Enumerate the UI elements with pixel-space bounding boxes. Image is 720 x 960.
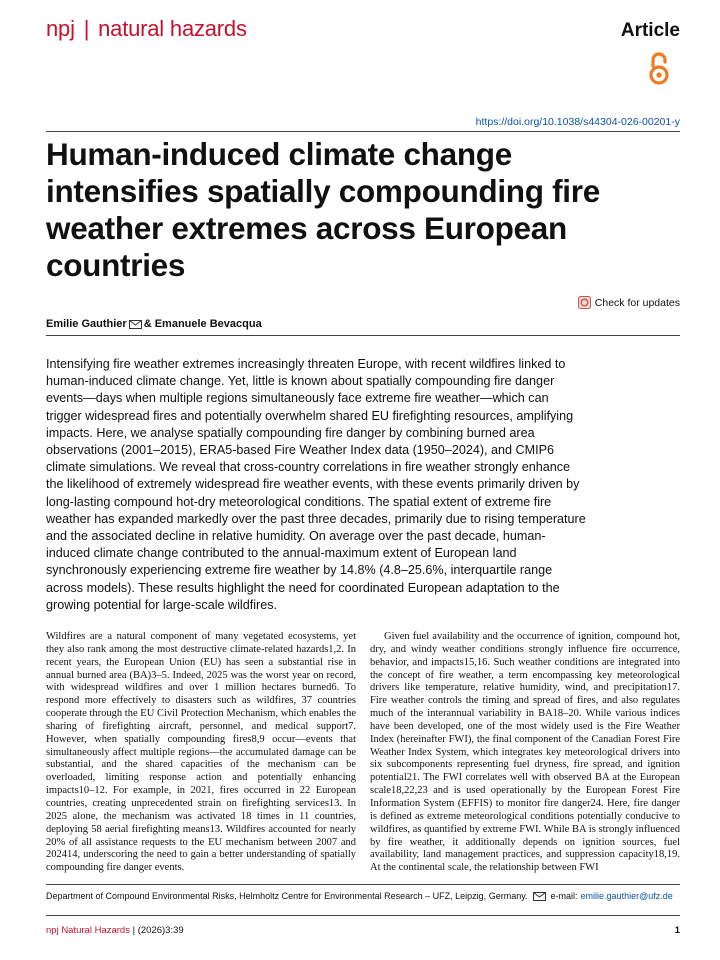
- body-column-left: Wildfires are a natural component of many vegetated ecosystems, yet they also rank among the most destructive climate-related hazards1,2. In recent years, the European Union (EU) has seen a substantial rise in annual burned area (BA)3–5. Indeed, 2025 was the worst year on record, with widespread wildfires and over 1 million hectares burned6. To respond more effectively to disasters such as wildfires, 37 countries cooperate through the EU Civil Protection Mechanism, which enables the sharing of firefighting aircraft, personnel, and medical support7. However, when spatially compounding fires8,9 occur—events that simultaneously affect multiple regions—the accumulated damage can be substantial, and the shared capacities of the mechanism can be overloaded, limiting response action and potentially enhancing impacts10–12. For example, in 2021, fires occurred in 22 European countries, creating unprecedented strain on firefighting services13. In 2025 alone, the mechanism was activated 18 times in 11 countries, deploying 58 aerial firefighting means13. Wildfires accounted for nearly 20% of all assistance requests to the EU mechanism between 2007 and 202414, underscoring the need to gain a better understanding of spatially compounding fire danger events.: [46, 631, 356, 874]
- page-number: 1: [674, 925, 680, 936]
- open-access-icon: [648, 52, 670, 86]
- affiliation-text: Department of Compound Environmental Risks, Helmholtz Centre for Environmental Research – UFZ, Leipzig, Germany.: [46, 891, 528, 901]
- abstract: Intensifying fire weather extremes increasingly threaten Europe, with recent wildfires linked to human-induced climate change. Yet, little is known about spatially compounding fire danger events—days when multiple regions simultaneously face extreme fire weather—which can trigger widespread fires and potentially overwhelm shared EU firefighting resources, amplifying impacts. Here, we analyse spatially compounding fire danger by combining burned area observations (2001–2015), ERA5-based Fire Weather Index data (1950–2024), and CMIP6 climate simulations. We reveal that cross-country correlations in fire weather strongly enhance the likelihood of extremely widespread fire weather events, with these events primarily driven by long-lasting compound hot-dry meteorological conditions. The spatial extent of extreme fire weather has expanded markedly over the past three decades, primarily due to rising temperature and the associated decline in relative humidity. On average over the past decade, human-induced climate change contributed to the annual-maximum extent of European land synchronously experiencing extreme fire weather by 14.8% (4.8–25.6%, interquartile range across models). These results highlight the need for coordinated European adaptation to the growing potential for large-scale wildfires.: [46, 357, 586, 612]
- doi-link[interactable]: https://doi.org/10.1038/s44304-026-00201-y: [475, 116, 680, 128]
- footer-citation: [46, 925, 184, 936]
- footer-journal: npj Natural Hazards: [46, 925, 130, 936]
- footer-divider: [46, 915, 680, 916]
- affiliation-note: [46, 891, 673, 901]
- author-divider: [46, 335, 680, 336]
- article-type-label: Article: [620, 20, 680, 41]
- journal-name: natural hazards: [98, 16, 247, 41]
- check-updates-button[interactable]: [578, 296, 680, 309]
- mail-icon: [533, 892, 546, 901]
- mail-icon[interactable]: [129, 320, 142, 329]
- check-updates-icon: [578, 296, 591, 309]
- author-rest[interactable]: & Emanuele Bevacqua: [143, 318, 262, 330]
- journal-separator: |: [83, 16, 90, 41]
- author-first[interactable]: Emilie Gauthier: [46, 318, 127, 330]
- article-title: Human-induced climate change intensifies spatially compounding fire weather extremes across European countries: [46, 136, 600, 283]
- email-label: e-mail:: [550, 891, 578, 901]
- check-updates-label: Check for updates: [594, 296, 680, 309]
- footnote-divider: [46, 884, 680, 885]
- journal-masthead: [46, 16, 247, 42]
- header-divider: [46, 131, 680, 132]
- journal-prefix: npj: [46, 16, 75, 41]
- email-link[interactable]: emilie.gauthier@ufz.de: [580, 891, 673, 901]
- body-column-right: Given fuel availability and the occurrence of ignition, compound hot, dry, and windy weather conditions strongly influence fire occurrence, behavior, and impacts15,16. Such weather conditions are integrated into the concept of fire weather, a term encompassing key meteorological drivers like temperature, relative humidity, wind, and precipitation17. Fire weather controls the timing and spread of fires, and also regulates much of the interannual variability in BA18–20. While various indices have been developed, one of the most widely used is the Fire Weather Index (hereinafter FWI), the final component of the Canadian Forest Fire Weather Index System, which integrates key meteorological drivers into six subcomponents representing fuel dryness, fire spread, and ignition potential21. The FWI correlates well with observed BA at the European scale18,22,23 and is used operationally by the European Forest Fire Information System (EFFIS) to monitor fire danger24. Here, fire danger is defined as extreme meteorological conditions potentially conducive to wildfires, as quantified by extreme FWI. While BA is strongly influenced by fire weather, it additionally depends on ignition sources, fuel availability, land management practices, and suppression capacity18,19. At the continental scale, the relationship between FWI: [370, 631, 680, 874]
- author-list: [46, 318, 262, 330]
- footer-volume: | (2026)3:39: [129, 925, 184, 936]
